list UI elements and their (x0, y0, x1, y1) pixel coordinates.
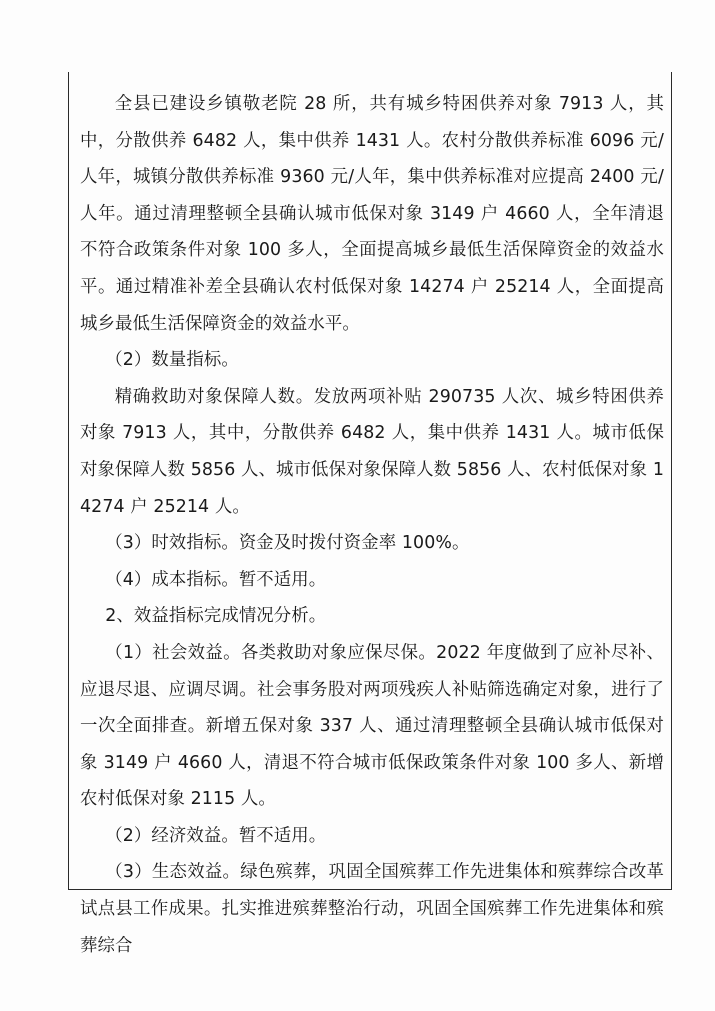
heading-quantity-indicator: （2）数量指标。 (105, 350, 239, 371)
paragraph-ecological-benefit: （3）生态效益。绿色殡葬，巩固全国殡葬工作先进集体和殡葬综合改革试点县工作成果。扎实推进殡葬整治行动，巩固全国殡葬工作先进集体和殡葬综合 (80, 862, 664, 956)
paragraph-timeliness-indicator: （3）时效指标。资金及时拨付资金率 100%。 (105, 533, 470, 554)
heading-benefit-analysis: 2、效益指标完成情况分析。 (105, 606, 327, 627)
paragraph-welfare-overview: 全县已建设乡镇敬老院 28 所，共有城乡特困供养对象 7913 人，其中，分散供养 6482 人，集中供养 1431 人。农村分散供养标准 6096 元/人年，城镇分散供养标准 9360 元/人年，集中供养标准对应提高 2400 元/人年。通过清理整顿全县确认城市低保对象 3149 户 4660 人，全年清退不符合政策条件对象 100 多人，全面提高城乡最低生活保障资金的效益水平。通过精准补差全县确认农村低保对象 14274 户 25214 人，全面提高城乡最低生活保障资金的效益水平。 (80, 94, 664, 334)
paragraph-social-benefit: （1）社会效益。各类救助对象应保尽保。2022 年度做到了应补尽补、应退尽退、应调尽调。社会事务股对两项残疾人补贴筛选确定对象，进行了一次全面排查。新增五保对象 337 人、通过清理整顿全县确认城市低保对象 3149 户 4660 人，清退不符合城市低保政策条件对象 100 多人、新增农村低保对象 2115 人。 (80, 642, 664, 810)
paragraph-cost-indicator: （4）成本指标。暂不适用。 (105, 569, 327, 590)
document-body (80, 86, 664, 964)
paragraph-quantity-detail: 精确救助对象保障人数。发放两项补贴 290735 人次、城乡特困供养对象 7913 人，其中，分散供养 6482 人，集中供养 1431 人。城市低保对象保障人数 5856 人、城市低保对象保障人数 5856 人、农村低保对象 14274 户 25214 人。 (80, 386, 664, 517)
paragraph-economic-benefit: （2）经济效益。暂不适用。 (105, 825, 327, 846)
